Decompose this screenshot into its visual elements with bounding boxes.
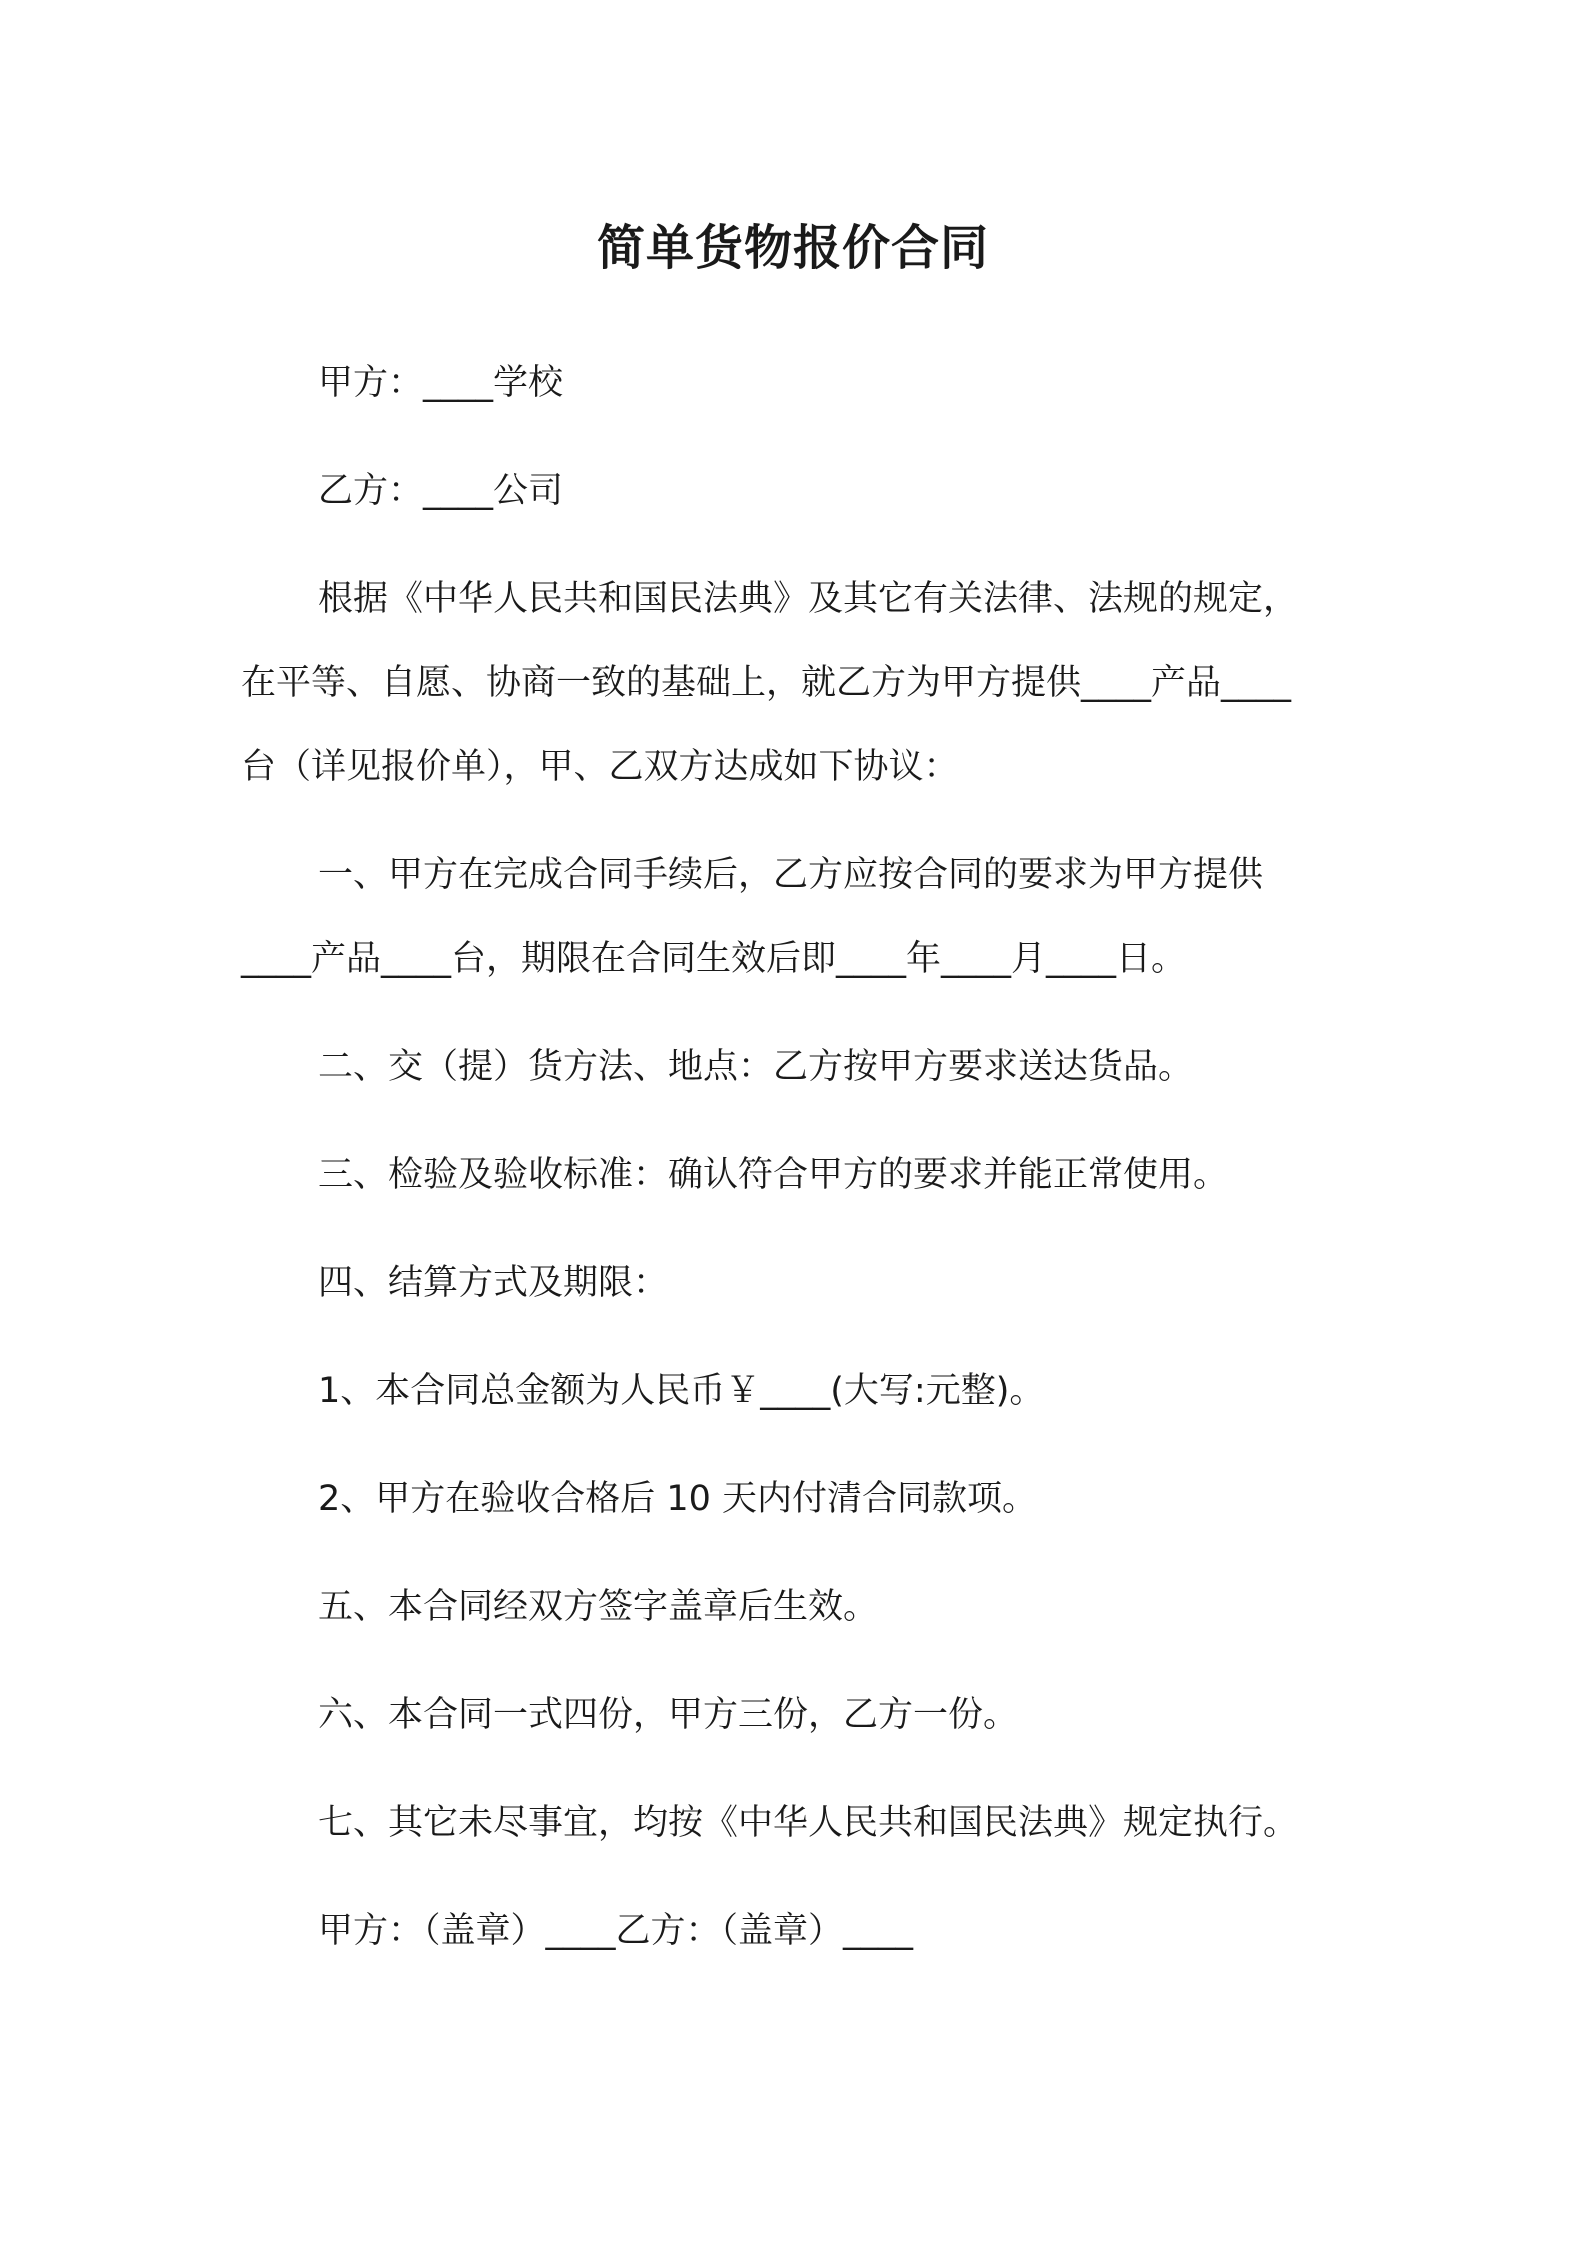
clause-4-item-1: 1、本合同总金额为人民币￥____(大写:元整)。 bbox=[318, 1371, 1045, 1411]
preamble-line-2: 在平等、自愿、协商一致的基础上，就乙方为甲方提供____产品____ bbox=[241, 663, 1292, 703]
clause-7: 七、其它未尽事宜，均按《中华人民共和国民法典》规定执行。 bbox=[318, 1803, 1299, 1843]
preamble-line-1: 根据《中华人民共和国民法典》及其它有关法律、法规的规定， bbox=[318, 579, 1299, 619]
party-a-line: 甲方：____学校 bbox=[318, 363, 564, 403]
clause-4: 四、结算方式及期限： bbox=[318, 1263, 669, 1303]
party-b-line: 乙方：____公司 bbox=[318, 471, 564, 511]
clause-1-line-1: 一、甲方在完成合同手续后，乙方应按合同的要求为甲方提供 bbox=[318, 855, 1264, 895]
signature-line: 甲方：（盖章）____乙方：（盖章）____ bbox=[318, 1911, 914, 1951]
clause-5: 五、本合同经双方签字盖章后生效。 bbox=[318, 1587, 879, 1627]
document-title: 简单货物报价合同 bbox=[596, 220, 989, 276]
preamble-line-3: 台（详见报价单），甲、乙双方达成如下协议： bbox=[241, 747, 959, 787]
clause-4-item-2: 2、甲方在验收合格后 10 天内付清合同款项。 bbox=[318, 1479, 1038, 1519]
clause-3: 三、检验及验收标准：确认符合甲方的要求并能正常使用。 bbox=[318, 1155, 1229, 1195]
clause-2: 二、交（提）货方法、地点：乙方按甲方要求送达货品。 bbox=[318, 1047, 1194, 1087]
clause-1-line-2: ____产品____台，期限在合同生效后即____年____月____日。 bbox=[241, 939, 1187, 979]
clause-6: 六、本合同一式四份，甲方三份，乙方一份。 bbox=[318, 1695, 1019, 1735]
